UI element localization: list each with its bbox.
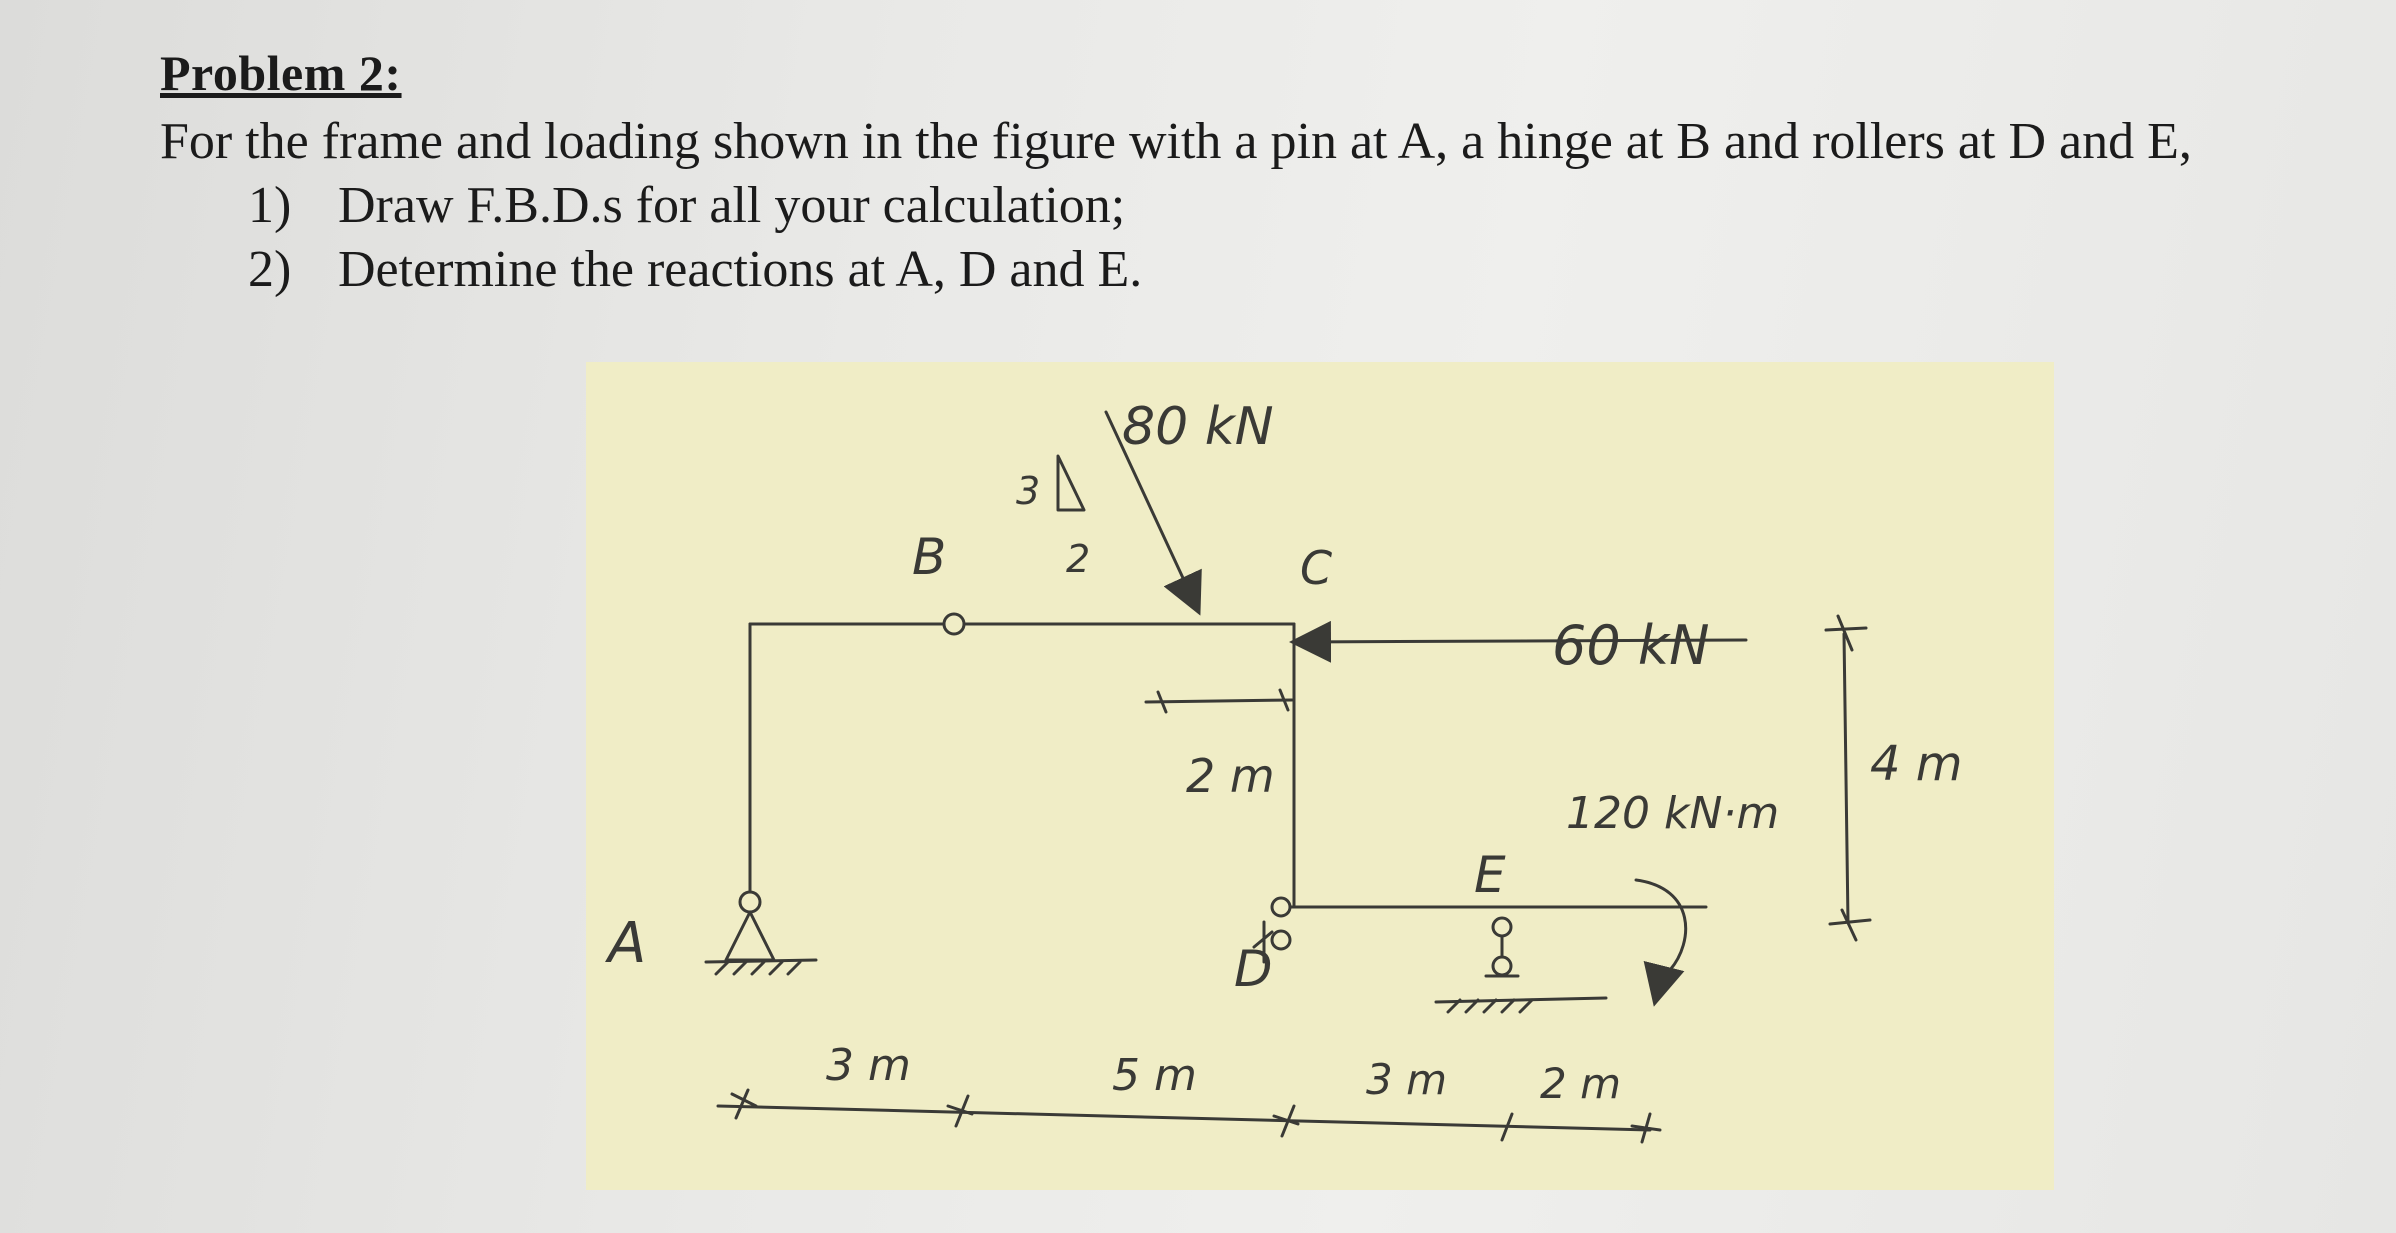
task-number-1: 1) [248,177,292,234]
label-point-a: A [608,911,647,976]
label-dim-c-offset: 2 m [1186,749,1275,803]
label-point-c: C [1300,541,1333,595]
label-moment: 120 kN·m [1566,788,1780,839]
problem-statement: For the frame and loading shown in the figure with a pin at A, a hinge at B and rollers at D and E, [160,113,2192,170]
slope-triangle [1058,456,1084,510]
dimension-line-c-offset [1146,700,1292,702]
task-item-2 [248,240,1142,299]
roller-support-e-icon [1436,918,1606,1012]
label-point-d: D [1234,940,1273,998]
moment-120knm-arrow [1636,880,1686,998]
frame-figure [586,362,2054,1190]
hinge-b-icon [944,614,964,634]
label-dim-e-end: 2 m [1540,1059,1621,1108]
frame-diagram [586,362,2054,1190]
label-point-b: B [912,528,947,586]
label-force-inclined: 80 kN [1122,397,1274,457]
label-dim-de: 3 m [1366,1055,1447,1104]
task-item-1 [248,176,1125,235]
label-slope-vertical: 2 [1066,537,1091,581]
task-text-1: Draw F.B.D.s for all your calculation; [338,177,1126,234]
label-dim-bd: 5 m [1112,1050,1197,1101]
dimension-line-height [1844,634,1848,922]
label-point-e: E [1474,846,1506,904]
problem-title: Problem 2: [160,45,402,101]
label-slope-horizontal: 3 [1016,469,1041,513]
pin-support-a-icon [706,892,816,974]
task-text-2: Determine the reactions at A, D and E. [338,241,1143,298]
label-force-horizontal: 60 kN [1552,614,1710,677]
task-number-2: 2) [248,241,292,298]
label-dim-height: 4 m [1870,736,1963,792]
label-dim-ab: 3 m [826,1040,911,1091]
